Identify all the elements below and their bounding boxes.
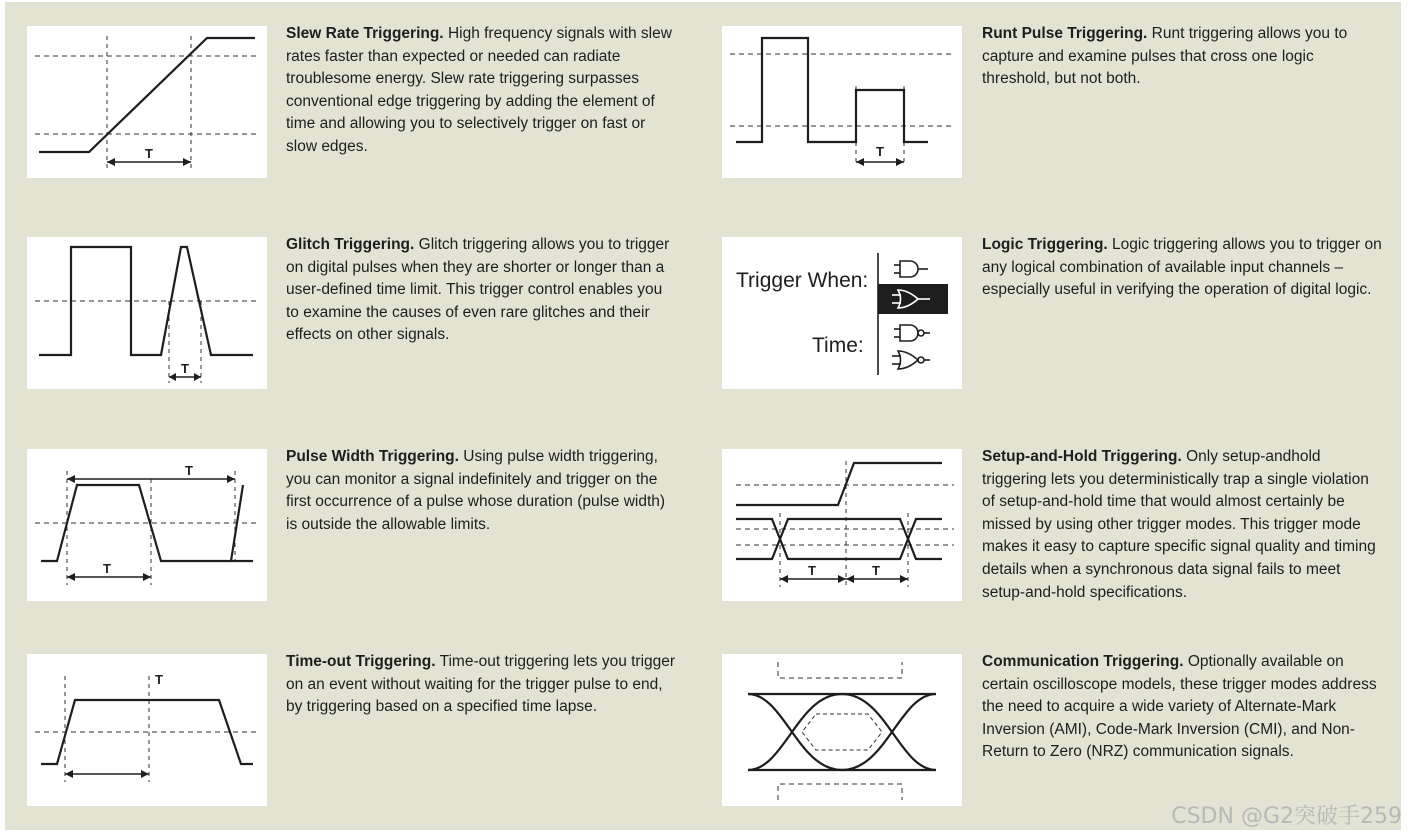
glitch-body: Glitch triggering allows you to trigger on digital pulses when they are shorter or longer than a user-defined time limit. This trigger control enables you to examine the causes of even rare glitches and their effects on other signals.: [286, 236, 670, 344]
slew-rate-body: High frequency signals with slew rates faster than expected or needed can radiate troublesome energy. Slew rate triggering surpasses conventional edge triggering by adding the element of time and allowing you to selectively trigger on fast or slow edges.: [286, 25, 672, 155]
slew-t-label: T: [145, 146, 153, 161]
glitch-description: [286, 234, 676, 347]
pulse-width-body: Using pulse width triggering, you can monitor a signal indefinitely and trigger on the first occurrence of a pulse whose duration (pulse width) is outside the allowable limits.: [286, 448, 666, 533]
pulse-width-diagram: [27, 449, 267, 601]
communication-description: [982, 651, 1382, 764]
glitch-diagram: [27, 237, 267, 389]
setup-and-hold-title: Setup-and-Hold Triggering.: [982, 448, 1182, 465]
logic-diagram: [722, 237, 962, 389]
communication-title: Communication Triggering.: [982, 653, 1184, 670]
pulse-width-t-bottom-label: T: [103, 561, 111, 576]
communication-eye-diagram: [722, 654, 962, 806]
pulse-width-t-top-label: T: [185, 463, 193, 478]
logic-title: Logic Triggering.: [982, 236, 1108, 253]
slew-rate-diagram: [27, 26, 267, 178]
slew-rate-title: Slew Rate Triggering.: [286, 25, 444, 42]
nor-gate-icon: [892, 351, 930, 369]
runt-pulse-title: Runt Pulse Triggering.: [982, 25, 1148, 42]
trigger-when-label: Trigger When:: [736, 269, 869, 292]
setup-and-hold-body: Only setup-andhold triggering lets you deterministically trap a single violation of setup-and-hold time that would almost certainly be missed by using other trigger modes. This trigger mode makes it easy to capture specific signal quality and timing details when a synchronous data signal fails to meet setup-and-hold specifications.: [982, 448, 1376, 601]
time-label: Time:: [812, 334, 864, 357]
runt-pulse-description: [982, 23, 1382, 91]
runt-pulse-diagram: [722, 26, 962, 178]
and-gate-icon: [894, 261, 928, 277]
logic-body: Logic triggering allows you to trigger on any logical combination of available input channels – especially useful in verifying the operation of digital logic.: [982, 236, 1382, 299]
setup-t-label: T: [808, 563, 816, 578]
time-out-diagram: [27, 654, 267, 806]
runt-t-label: T: [876, 144, 884, 159]
setup-and-hold-description: [982, 446, 1382, 604]
slew-rate-description: [286, 23, 676, 159]
pulse-width-title: Pulse Width Triggering.: [286, 448, 459, 465]
hold-t-label: T: [872, 563, 880, 578]
nand-gate-icon: [894, 325, 930, 341]
pulse-width-description: [286, 446, 676, 536]
runt-pulse-body: Runt triggering allows you to capture and examine pulses that cross one logic threshold, but not both.: [982, 25, 1348, 88]
logic-description: [982, 234, 1382, 302]
setup-and-hold-diagram: [722, 449, 962, 601]
page-background: [5, 2, 1401, 830]
time-out-body: Time-out triggering lets you trigger on an event without waiting for the trigger pulse to end, by triggering based on a specified time lapse.: [286, 653, 676, 716]
time-out-description: [286, 651, 676, 719]
communication-body: Optionally available on certain oscilloscope models, these trigger modes address the need to acquire a wide variety of Alternate-Mark Inversion (AMI), Code-Mark Inversion (CMI), and Non-Return to Zero (NRZ) communication signals.: [982, 653, 1377, 761]
time-out-t-label: T: [155, 672, 163, 687]
watermark: CSDN @G2突破手259: [1171, 804, 1402, 829]
glitch-title: Glitch Triggering.: [286, 236, 415, 253]
glitch-t-label: T: [181, 361, 189, 376]
time-out-title: Time-out Triggering.: [286, 653, 436, 670]
